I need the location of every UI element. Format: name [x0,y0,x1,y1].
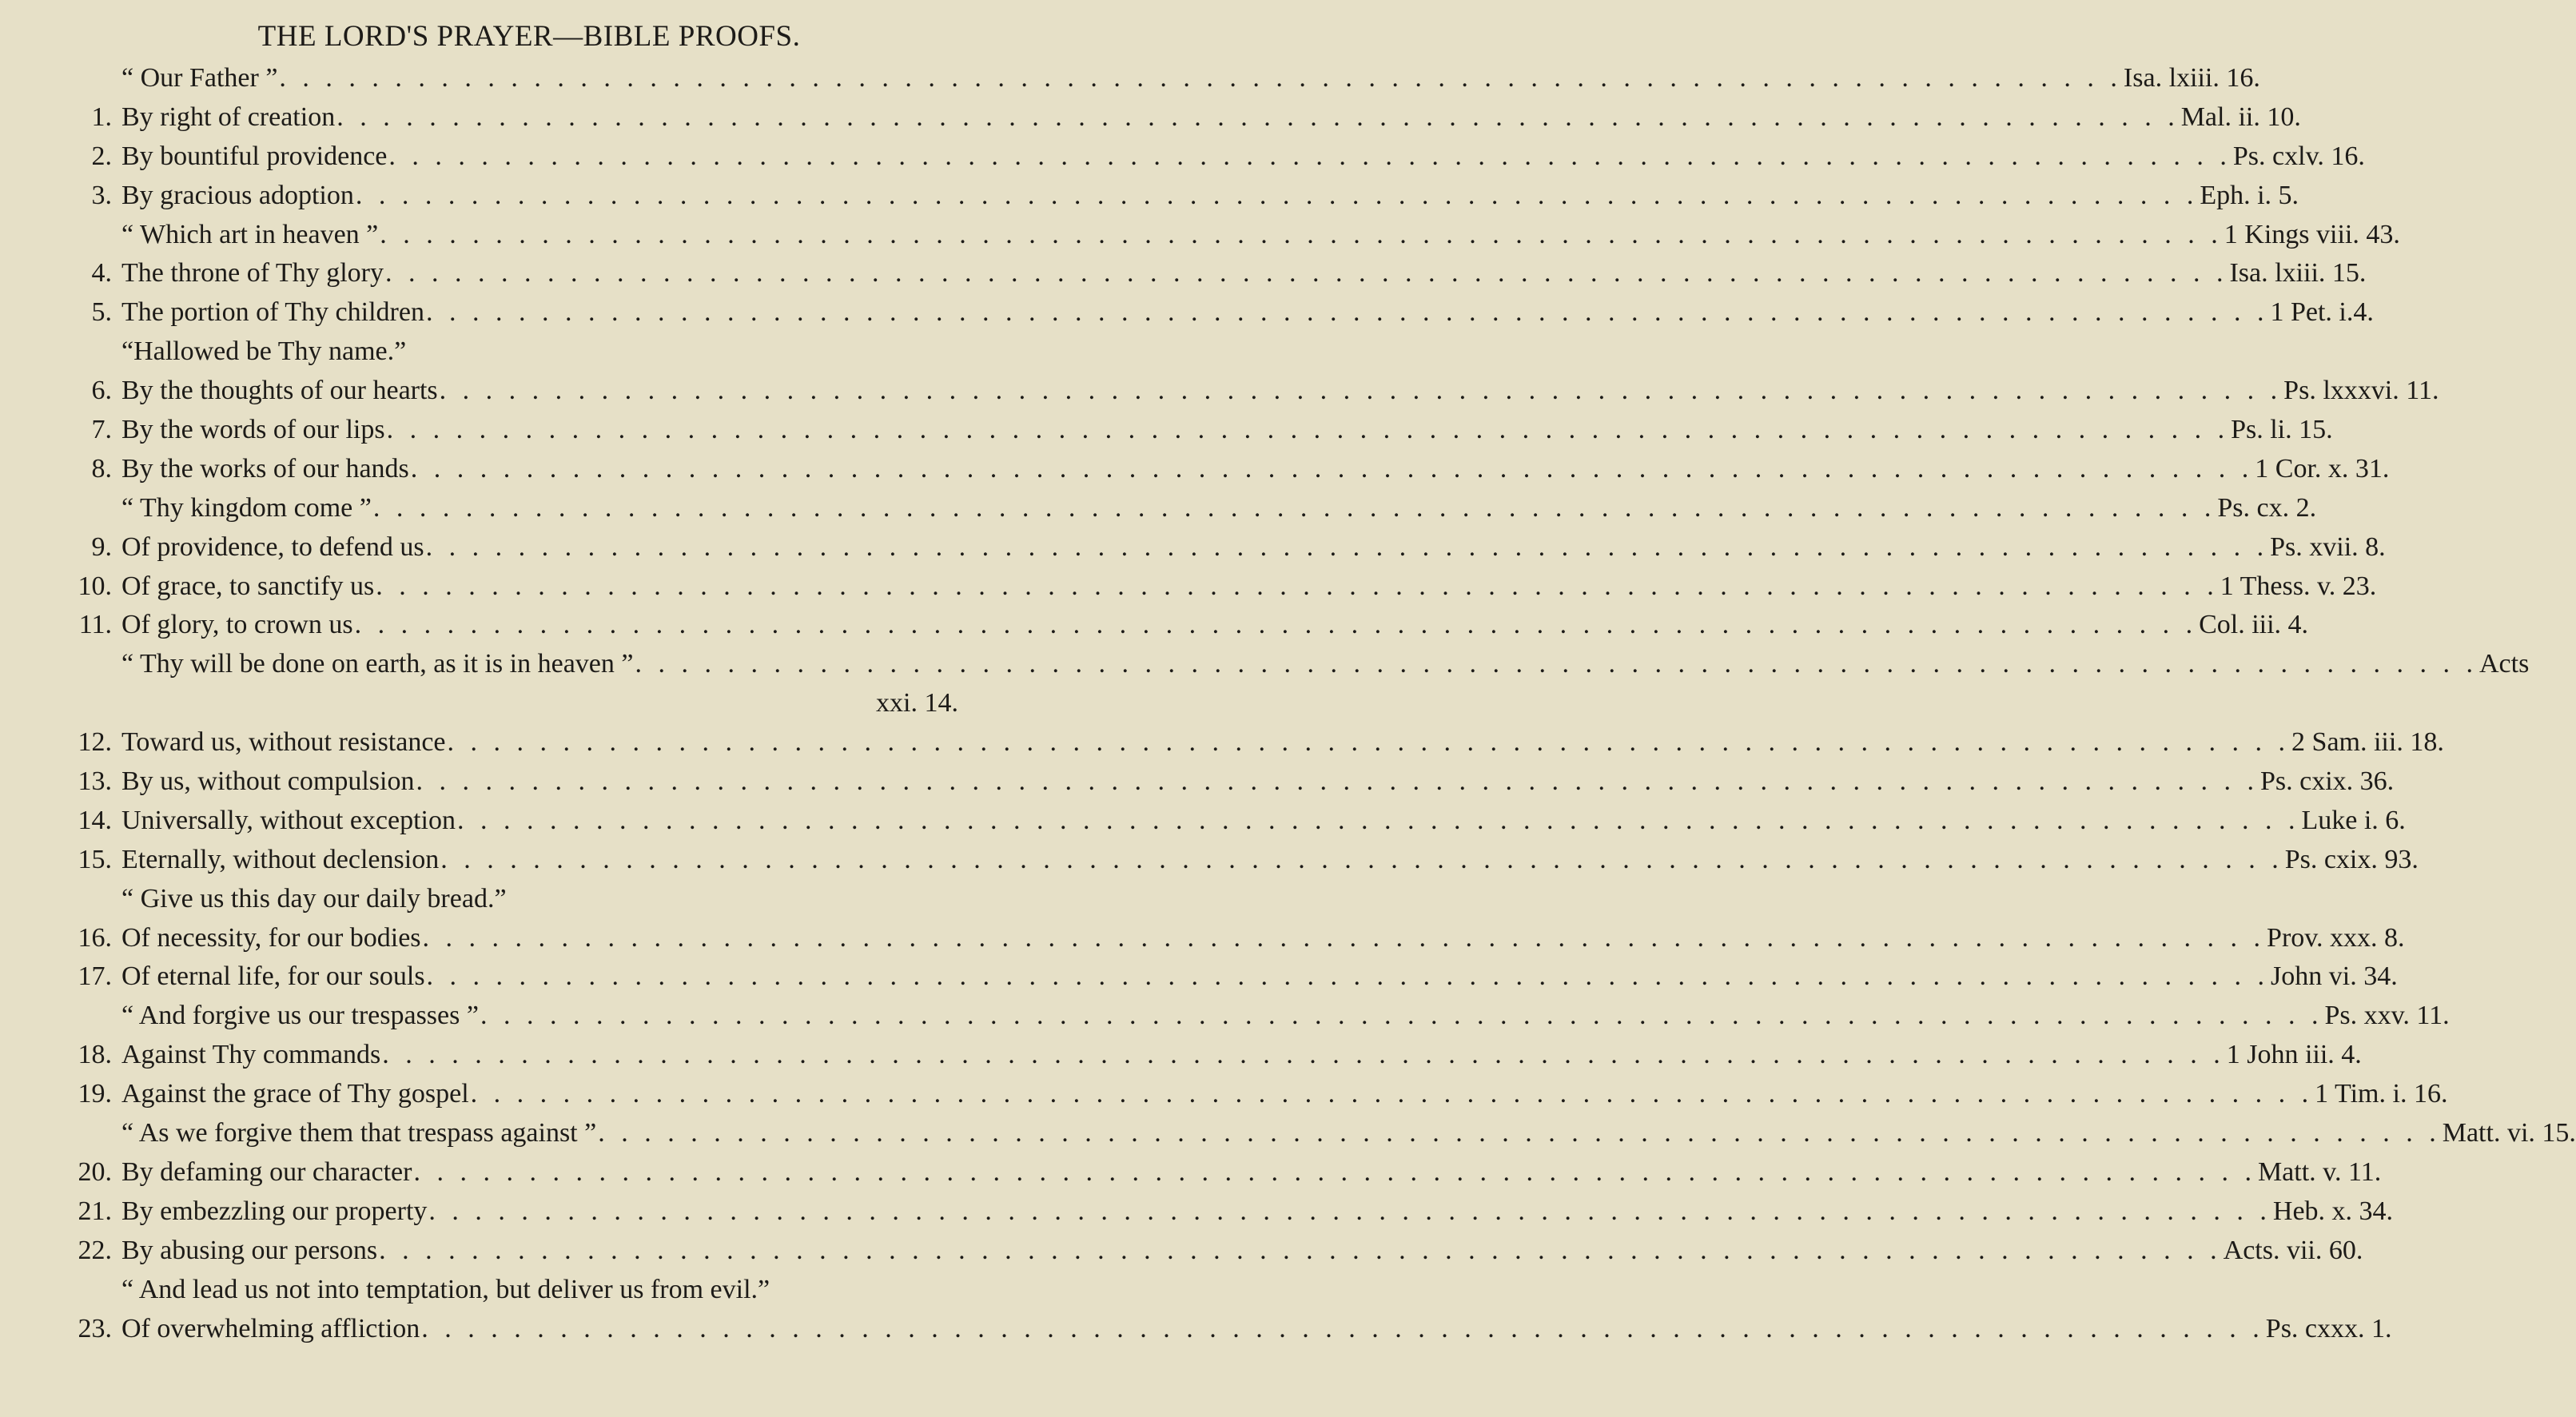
item-text: By abusing our persons [121,1235,378,1265]
item-number: 2. [91,141,112,171]
dot-leader: . . . . . . . . . . . . . . . . . . . . . . . . . . . . . . . . . . . . . . . . . . . . . . . . . . . . . . . . . . . . . . . . . . . . . . . . . . . . . . . . [380,219,2223,249]
item-number: 17. [78,961,112,992]
item-text: By gracious adoption [121,180,354,210]
item-line [121,528,2386,567]
item-text: “ Give us this day our daily bread.” [121,883,507,913]
item-line [121,1310,2392,1349]
scripture-reference: Luke i. 6. [2301,805,2406,835]
dot-leader: . . . . . . . . . . . . . . . . . . . . . . . . . . . . . . . . . . . . . . . . . . . . . . . . . . . . . . . . . . . . . . . . . . . . . . . . . . . . . . . . [421,1313,2264,1343]
dot-leader: . . . . . . . . . . . . . . . . . . . . . . . . . . . . . . . . . . . . . . . . . . . . . . . . . . . . . . . . . . . . . . . . . . . . . . . . . . . . . . . . [425,297,2269,328]
list-item [0,606,2309,645]
dot-leader: . . . . . . . . . . . . . . . . . . . . . . . . . . . . . . . . . . . . . . . . . . . . . . . . . . . . . . . . . . . . . . . . . . . . . . . . . . . . . . . . [336,101,2180,132]
list-item [0,177,2299,216]
scripture-reference: Ps. cxxx. 1. [2265,1313,2392,1343]
item-number: 4. [91,258,112,289]
list-item [0,919,2405,958]
item-line [121,606,2309,645]
item-number: 6. [91,376,112,406]
list-item [0,723,2444,762]
list-item [0,332,1026,372]
dot-leader: . . . . . . . . . . . . . . . . . . . . . . . . . . . . . . . . . . . . . . . . . . . . . . . . . . . . . . . . . . . . . . . . . . . . . . . . . . . . . . . . [413,1156,2256,1187]
item-number: 7. [91,415,112,445]
item-text: “ Thy will be done on earth, as it is in heaven ” [121,649,634,679]
item-line [121,293,2374,332]
dot-leader: . . . . . . . . . . . . . . . . . . . . . . . . . . . . . . . . . . . . . . . . . . . . . . . . . . . . . . . . . . . . . . . . . . . . . . . . . . . . . . . . [480,1001,2323,1031]
item-number: 9. [91,531,112,562]
scripture-reference: Matt. vi. 15. [2442,1118,2576,1148]
item-line [876,684,958,723]
item-text: “Hallowed be Thy name.” [121,336,407,367]
scripture-reference: Matt. v. 11. [2257,1156,2382,1187]
item-line [121,1232,2363,1271]
dot-leader: . . . . . . . . . . . . . . . . . . . . . . . . . . . . . . . . . . . . . . . . . . . . . . . . . . . . . . . . . . . . . . . . . . . . . . . . . . . . . . . . [279,63,2122,93]
scripture-reference: Ps. cxix. 36. [2259,766,2395,797]
item-line [121,177,2299,216]
list-item [0,528,2386,567]
item-text: Of overwhelming affliction [121,1313,420,1343]
item-text: “ Our Father ” [121,63,278,93]
item-line [121,919,2405,958]
item-number: 8. [91,453,112,484]
item-text: Universally, without exception [121,805,456,835]
list-item [0,645,2530,684]
list-item [0,880,1026,919]
item-text: By right of creation [121,101,336,132]
list-item [0,411,2333,450]
list-item [0,1310,2392,1349]
item-line [121,723,2444,762]
item-text: By us, without compulsion [121,766,415,797]
dot-leader: . . . . . . . . . . . . . . . . . . . . . . . . . . . . . . . . . . . . . . . . . . . . . . . . . . . . . . . . . . . . . . . . . . . . . . . . . . . . . . . . [416,766,2259,797]
item-line [121,880,958,919]
list-item [0,59,2260,98]
item-text: By defaming our character [121,1156,412,1187]
dot-leader: . . . . . . . . . . . . . . . . . . . . . . . . . . . . . . . . . . . . . . . . . . . . . . . . . . . . . . . . . . . . . . . . . . . . . . . . . . . . . . . . [440,844,2283,874]
item-text: Of grace, to sanctify us [121,571,375,601]
list-item [0,1153,2382,1192]
item-line [121,567,2377,607]
dot-leader: . . . . . . . . . . . . . . . . . . . . . . . . . . . . . . . . . . . . . . . . . . . . . . . . . . . . . . . . . . . . . . . . . . . . . . . . . . . . . . . . [354,610,2198,640]
scripture-reference: Ps. cxix. 93. [2284,844,2419,874]
list-item [0,841,2419,880]
dot-leader: . . . . . . . . . . . . . . . . . . . . . . . . . . . . . . . . . . . . . . . . . . . . . . . . . . . . . . . . . . . . . . . . . . . . . . . . . . . . . . . . [386,415,2230,445]
item-text: By the thoughts of our hearts [121,376,438,406]
item-text: The portion of Thy children [121,297,424,328]
item-number: 15. [78,844,112,874]
list-item [0,98,2301,137]
dot-leader: . . . . . . . . . . . . . . . . . . . . . . . . . . . . . . . . . . . . . . . . . . . . . . . . . . . . . . . . . . . . . . . . . . . . . . . . . . . . . . . . [470,1079,2314,1109]
scripture-reference: xxi. 14. [876,688,958,718]
dot-leader: . . . . . . . . . . . . . . . . . . . . . . . . . . . . . . . . . . . . . . . . . . . . . . . . . . . . . . . . . . . . . . . . . . . . . . . . . . . . . . . . [426,961,2270,992]
item-text: Against Thy commands [121,1040,381,1070]
dot-leader: . . . . . . . . . . . . . . . . . . . . . . . . . . . . . . . . . . . . . . . . . . . . . . . . . . . . . . . . . . . . . . . . . . . . . . . . . . . . . . . . [598,1118,2441,1148]
list-item [0,1114,2576,1153]
dot-leader: . . . . . . . . . . . . . . . . . . . . . . . . . . . . . . . . . . . . . . . . . . . . . . . . . . . . . . . . . . . . . . . . . . . . . . . . . . . . . . . . [456,805,2300,835]
item-text: “ Which art in heaven ” [121,219,379,249]
dot-leader: . . . . . . . . . . . . . . . . . . . . . . . . . . . . . . . . . . . . . . . . . . . . . . . . . . . . . . . . . . . . . . . . . . . . . . . . . . . . . . . . [425,531,2269,562]
dot-leader: . . . . . . . . . . . . . . . . . . . . . . . . . . . . . . . . . . . . . . . . . . . . . . . . . . . . . . . . . . . . . . . . . . . . . . . . . . . . . . . . [372,492,2216,523]
item-line [121,1075,2448,1114]
scripture-reference: Ps. cxlv. 16. [2232,141,2365,171]
dot-leader: . . . . . . . . . . . . . . . . . . . . . . . . . . . . . . . . . . . . . . . . . . . . . . . . . . . . . . . . . . . . . . . . . . . . . . . . . . . . . . . . [384,258,2228,289]
list-item [0,1192,2394,1232]
dot-leader: . . . . . . . . . . . . . . . . . . . . . . . . . . . . . . . . . . . . . . . . . . . . . . . . . . . . . . . . . . . . . . . . . . . . . . . . . . . . . . . . [355,180,2199,210]
dot-leader: . . . . . . . . . . . . . . . . . . . . . . . . . . . . . . . . . . . . . . . . . . . . . . . . . . . . . . . . . . . . . . . . . . . . . . . . . . . . . . . . [447,727,2291,758]
item-line [121,372,2439,411]
item-text: Against the grace of Thy gospel [121,1079,469,1109]
scripture-reference: Ps. xvii. 8. [2270,531,2386,562]
item-number: 16. [78,922,112,953]
item-text: Eternally, without declension [121,844,440,874]
list-item [0,802,2406,841]
item-number: 23. [78,1313,112,1343]
item-line [121,762,2395,802]
item-line [121,1036,2362,1075]
scripture-reference: Eph. i. 5. [2200,180,2299,210]
list-item [0,137,2365,177]
scripture-reference: 2 Sam. iii. 18. [2291,727,2444,758]
scripture-reference: 1 Cor. x. 31. [2255,453,2390,484]
item-line [121,489,2317,528]
scripture-reference: 1 Pet. i.4. [2270,297,2374,328]
item-number: 3. [91,180,112,210]
scripture-reference: Prov. xxx. 8. [2267,922,2405,953]
item-text: “ Thy kingdom come ” [121,492,372,523]
page-title: THE LORD'S PRAYER—BIBLE PROOFS. [257,20,801,53]
item-line [121,841,2419,880]
item-line [121,1271,958,1310]
list-item [0,293,2374,332]
item-number: 13. [78,766,112,797]
item-number: 5. [91,297,112,328]
item-text: Toward us, without resistance [121,727,446,758]
list-item [0,450,2390,489]
item-line [121,411,2333,450]
dot-leader: . . . . . . . . . . . . . . . . . . . . . . . . . . . . . . . . . . . . . . . . . . . . . . . . . . . . . . . . . . . . . . . . . . . . . . . . . . . . . . . . [410,453,2254,484]
item-line [121,1192,2394,1232]
item-text: By the words of our lips [121,415,385,445]
scripture-reference: 1 Thess. v. 23. [2220,571,2377,601]
item-number: 1. [91,101,112,132]
scripture-reference: 1 John iii. 4. [2226,1040,2362,1070]
scripture-reference: Col. iii. 4. [2199,610,2309,640]
scripture-reference: Isa. lxiii. 15. [2229,258,2367,289]
item-text: “ As we forgive them that trespass against ” [121,1118,597,1148]
item-number: 20. [78,1156,112,1187]
item-text: Of providence, to defend us [121,531,424,562]
item-line [121,216,2400,255]
item-text: Of eternal life, for our souls [121,961,425,992]
list-item [0,957,2398,997]
scripture-reference: 1 Kings viii. 43. [2224,219,2400,249]
list-item [0,684,1026,723]
dot-leader: . . . . . . . . . . . . . . . . . . . . . . . . . . . . . . . . . . . . . . . . . . . . . . . . . . . . . . . . . . . . . . . . . . . . . . . . . . . . . . . . [635,649,2478,679]
item-text: “ And forgive us our trespasses ” [121,1001,479,1031]
item-text: “ And lead us not into temptation, but deliver us from evil.” [121,1274,770,1304]
dot-leader: . . . . . . . . . . . . . . . . . . . . . . . . . . . . . . . . . . . . . . . . . . . . . . . . . . . . . . . . . . . . . . . . . . . . . . . . . . . . . . . . [439,376,2283,406]
item-line [121,957,2398,997]
item-text: By embezzling our property [121,1196,428,1226]
item-number: 10. [78,571,112,601]
scripture-reference: Heb. x. 34. [2272,1196,2394,1226]
list-item [0,997,2450,1036]
item-line [121,98,2301,137]
list-item [0,1271,1026,1310]
item-line [121,1153,2382,1192]
item-line [121,1114,2576,1153]
item-number: 18. [78,1040,112,1070]
dot-leader: . . . . . . . . . . . . . . . . . . . . . . . . . . . . . . . . . . . . . . . . . . . . . . . . . . . . . . . . . . . . . . . . . . . . . . . . . . . . . . . . [388,141,2232,171]
item-number: 21. [78,1196,112,1226]
list-item [0,372,2439,411]
item-line [121,997,2450,1036]
scripture-reference: Isa. lxiii. 16. [2123,63,2260,93]
list-item [0,216,2400,255]
list-item [0,1232,2363,1271]
item-text: By bountiful providence [121,141,388,171]
item-text: Of glory, to crown us [121,610,353,640]
dot-leader: . . . . . . . . . . . . . . . . . . . . . . . . . . . . . . . . . . . . . . . . . . . . . . . . . . . . . . . . . . . . . . . . . . . . . . . . . . . . . . . . [428,1196,2271,1226]
dot-leader: . . . . . . . . . . . . . . . . . . . . . . . . . . . . . . . . . . . . . . . . . . . . . . . . . . . . . . . . . . . . . . . . . . . . . . . . . . . . . . . . [376,571,2219,601]
item-text: The throne of Thy glory [121,258,384,289]
scripture-reference: 1 Tim. i. 16. [2315,1079,2448,1109]
proof-list [0,59,2576,1348]
list-item [0,762,2395,802]
item-number: 12. [78,727,112,758]
scripture-reference: Ps. lxxxvi. 11. [2283,376,2439,406]
scripture-reference: John vi. 34. [2271,961,2398,992]
item-line [121,450,2390,489]
list-item [0,254,2367,293]
scripture-reference: Ps. cx. 2. [2217,492,2317,523]
item-number: 14. [78,805,112,835]
item-number: 11. [78,610,112,640]
item-line [121,332,958,372]
scripture-reference: Acts [2478,649,2530,679]
item-line [121,802,2406,841]
dot-leader: . . . . . . . . . . . . . . . . . . . . . . . . . . . . . . . . . . . . . . . . . . . . . . . . . . . . . . . . . . . . . . . . . . . . . . . . . . . . . . . . [379,1235,2222,1265]
scripture-reference: Mal. ii. 10. [2180,101,2301,132]
item-line [121,254,2367,293]
item-text: By the works of our hands [121,453,409,484]
item-number: 22. [78,1235,112,1265]
item-line [121,137,2365,177]
item-line [121,59,2260,98]
dot-leader: . . . . . . . . . . . . . . . . . . . . . . . . . . . . . . . . . . . . . . . . . . . . . . . . . . . . . . . . . . . . . . . . . . . . . . . . . . . . . . . . [422,922,2266,953]
item-number: 19. [78,1079,112,1109]
dot-leader: . . . . . . . . . . . . . . . . . . . . . . . . . . . . . . . . . . . . . . . . . . . . . . . . . . . . . . . . . . . . . . . . . . . . . . . . . . . . . . . . [382,1040,2225,1070]
item-line [121,645,2530,684]
scripture-reference: Ps. xxv. 11. [2324,1001,2450,1031]
list-item [0,489,2317,528]
scripture-reference: Ps. li. 15. [2231,415,2333,445]
list-item [0,567,2377,607]
scripture-reference: Acts. vii. 60. [2223,1235,2363,1265]
list-item [0,1075,2448,1114]
list-item [0,1036,2362,1075]
item-text: Of necessity, for our bodies [121,922,421,953]
